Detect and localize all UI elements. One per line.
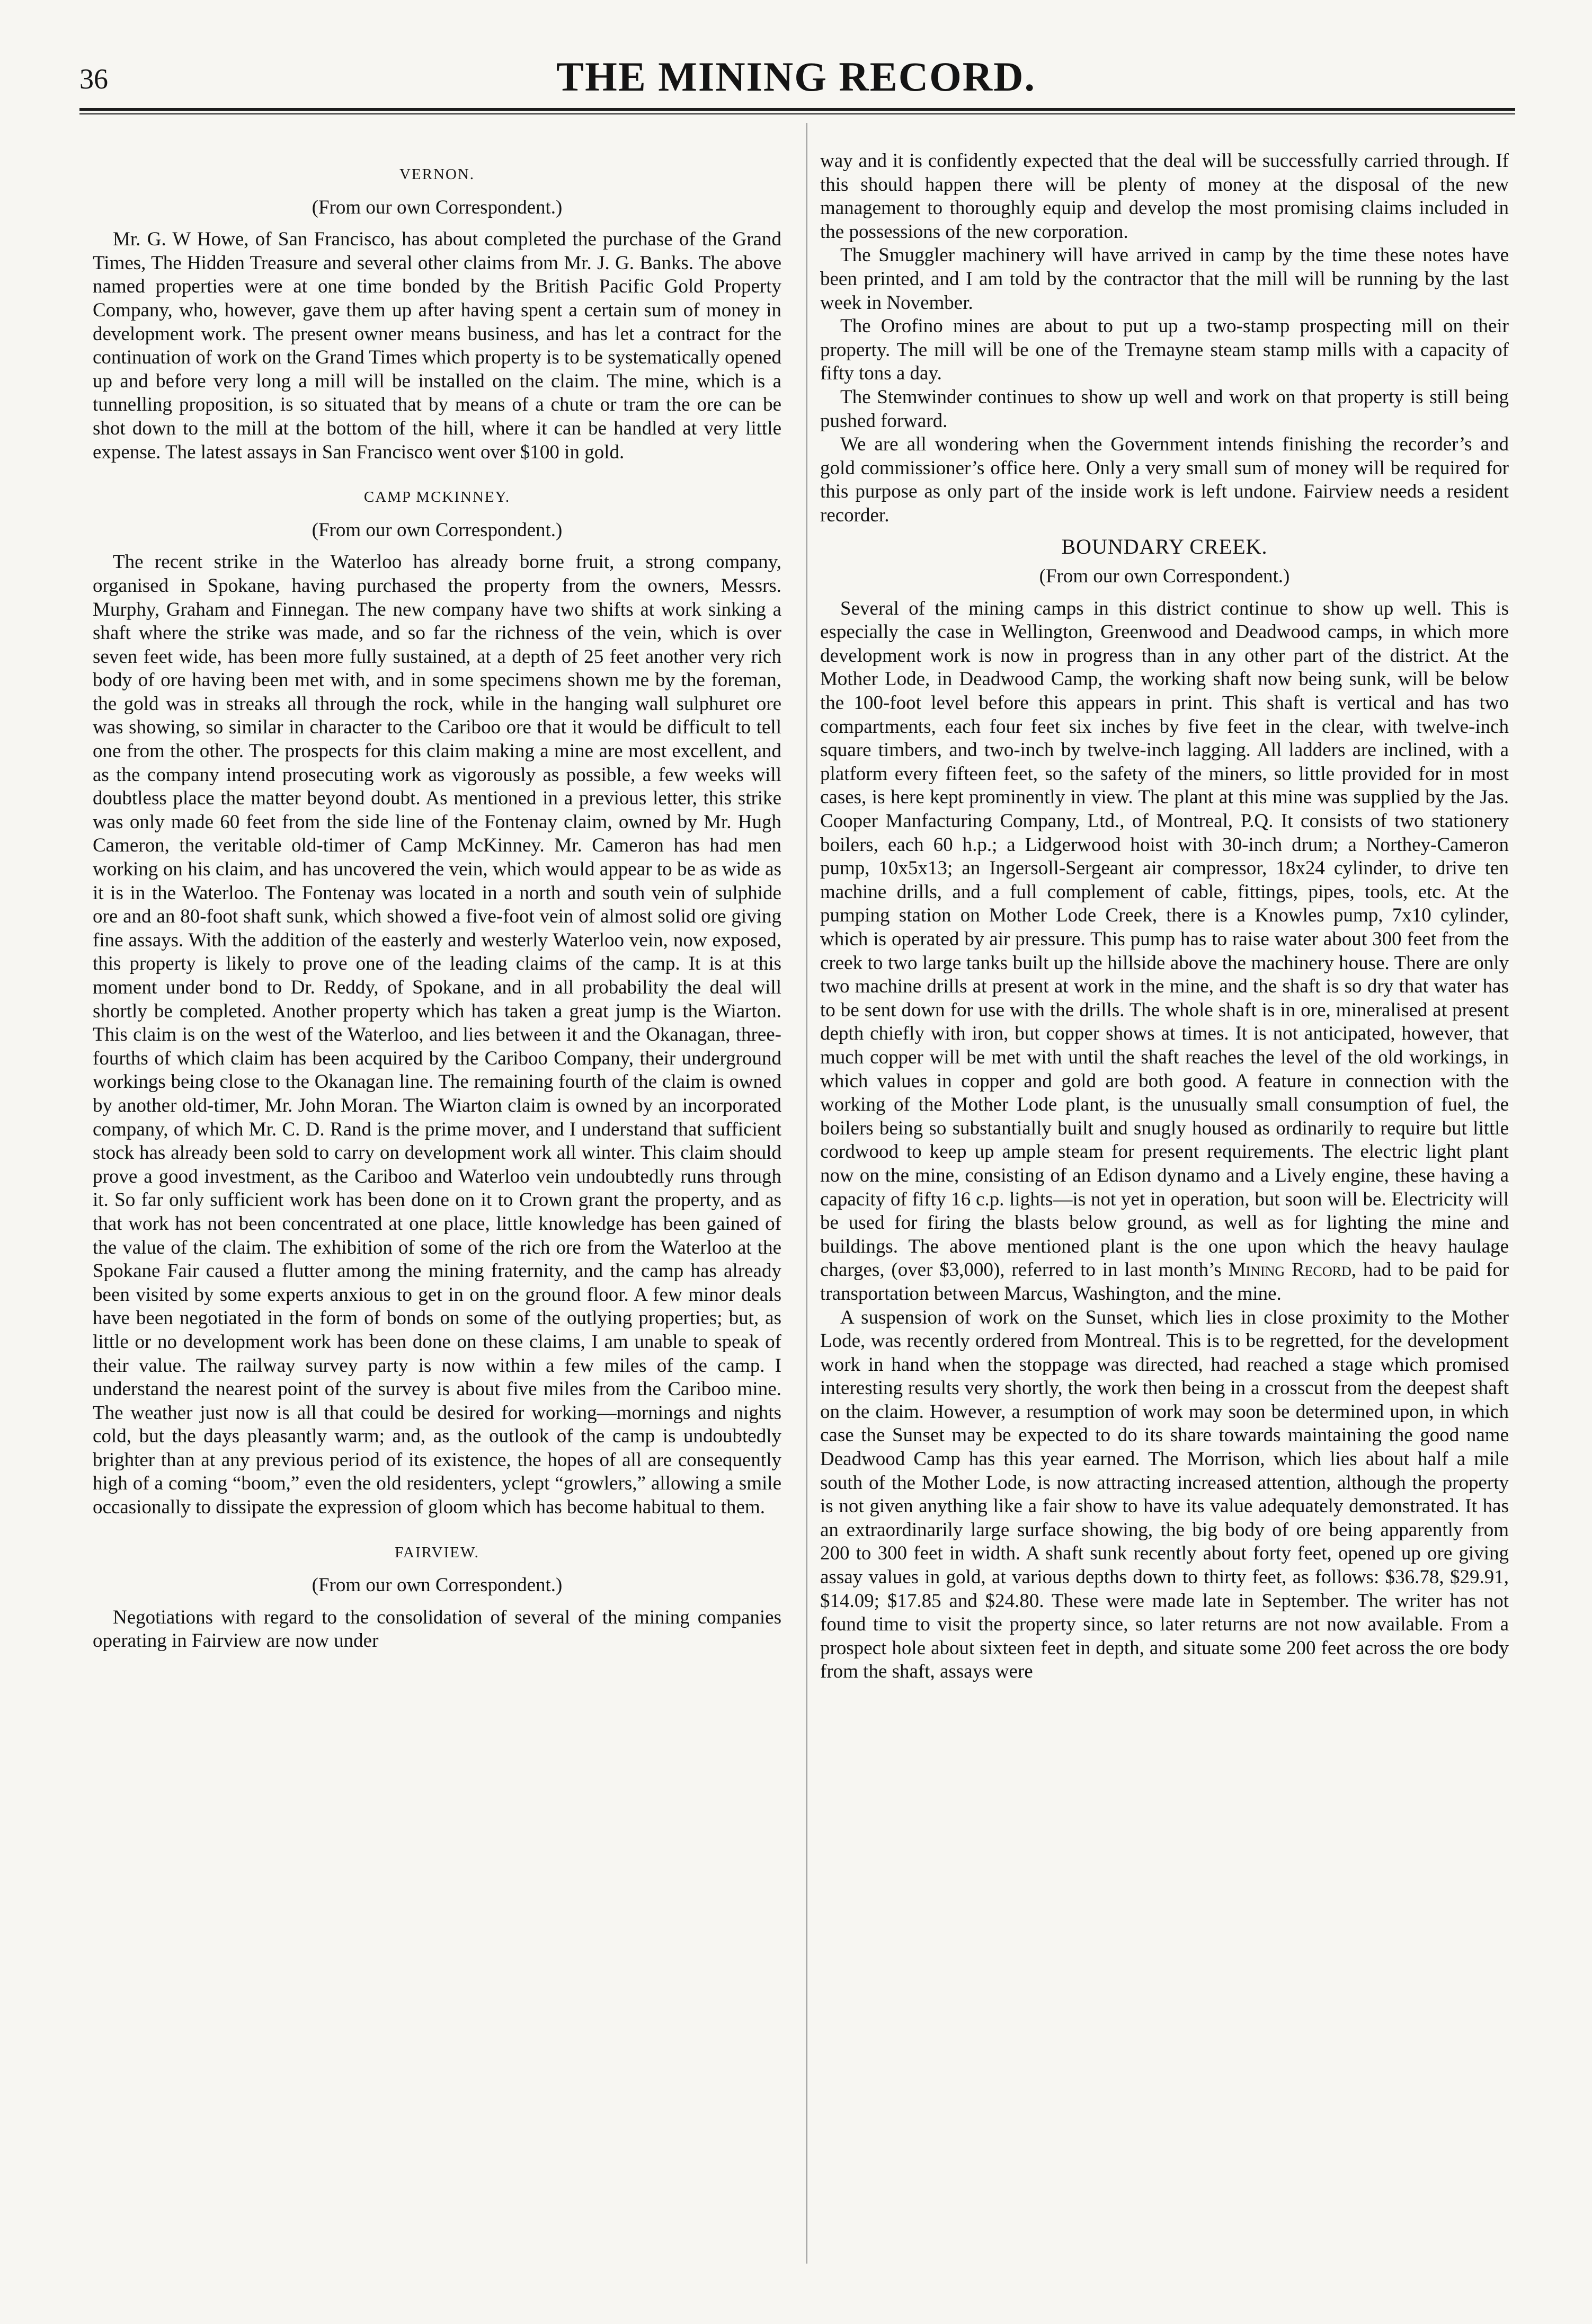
article-paragraph	[820, 597, 1509, 1306]
article-paragraph: way and it is confidently expected that the deal will be successfully carried through. If this should happen there will be plenty of money at the disposal of the new management to thoroughly equip and develop the most promising claims included in the possessions of the new corporation.	[820, 150, 1509, 243]
article-paragraph: The Smuggler machinery will have arrived in camp by the time these notes have been printed, and I am told by the contractor that the mill will be running by the last week in November.	[820, 244, 1509, 314]
article-paragraph: The Orofino mines are about to put up a two-stamp prospecting mill on their property. The mill will be one of the Tremayne steam stamp mills with a capacity of fifty tons a day.	[820, 315, 1509, 385]
section-heading-fairview: FAIRVIEW.	[395, 1544, 479, 1561]
byline-fairview: (From our own Correspondent.)	[312, 1574, 563, 1596]
running-title: THE MINING RECORD.	[556, 54, 1036, 100]
paragraph-text: , had to be paid for transportation between Marcus, Washington, and the mine.	[820, 1259, 1509, 1305]
article-paragraph: Mr. G. W Howe, of San Francisco, has about completed the purchase of the Grand Times, The Hidden Treasure and several other claims from Mr. J. G. Banks. The above named properties were at one time bonded by the British Pacific Gold Property Company, who, however, gave them up after having spent a certain sum of money in development work. The present owner means business, and has let a contract for the continuation of work on the Grand Times which property is to be systematically opened up and before very long a mill will be installed on the claim. The mine, which is a tunnelling proposition, is so situated that by means of a chute or tram the ore can be shot down to the mill at the bottom of the hill, where it can be handled at very little expense. The latest assays in San Francisco went over $100 in gold.	[93, 228, 781, 463]
article-paragraph: The recent strike in the Waterloo has already borne fruit, a strong company, organised in Spokane, having purchased the property from the owners, Messrs. Murphy, Graham and Finnegan. The new company have two shifts at work sinking a shaft where the strike was made, and so far the richness of the vein, which is over seven feet wide, has been more fully sustained, at a depth of 25 feet another very rich body of ore having been met with, and in some specimens shown me by the foreman, the gold was in streaks all through the rock, while in the hanging wall sulphuret ore was showing, so similar in character to the Cariboo ore that it would be difficult to tell one from the other. The prospects for this claim making a mine are most excellent, and as the company intend prosecuting work as vigorously as possible, a few weeks will doubtless place the matter beyond doubt. As mentioned in a previous letter, this strike was only made 60 feet from the side line of the Fontenay claim, owned by Mr. Hugh Cameron, the veritable old-timer of Camp McKinney. Mr. Cameron has had men working on his claim, and has uncovered the vein, which would appear to be as wide as it is in the Waterloo. The Fontenay was located in a north and south vein of sulphide ore and an 80-foot shaft sunk, which showed a five-foot vein of almost solid ore giving fine assays. With the addition of the easterly and westerly Waterloo vein, now exposed, this property is likely to prove one of the leading claims of the camp. It is at this moment under bond to Dr. Reddy, of Spokane, and in all probability the deal will shortly be completed. Another property which has taken a great jump is the Wiarton. This claim is on the west of the Waterloo, and lies between it and the Okanagan, three-fourths of which claim has been acquired by the Cariboo Company, their underground workings being close to the Okanagan line. The remaining fourth of the claim is owned by another old-timer, Mr. John Moran. The Wiarton claim is owned by an incorporated company, of which Mr. C. D. Rand is the prime mover, and I understand that sufficient stock has already been sold to carry on development work all winter. This claim should prove a good investment, as the Cariboo and Waterloo vein undoubtedly runs through it. So far only sufficient work has been done on it to Crown grant the property, and as that work has not been concentrated at one place, little knowledge has been gained of the value of the claim. The exhibition of some of the rich ore from the Waterloo at the Spokane Fair caused a flutter among the mining fraternity, and the camp has already been visited by some experts anxious to get in on the ground floor. A few minor deals have been negotiated in the form of bonds on some of the outlying properties; but, as little or no development work has been done on these claims, I am unable to speak of their value. The railway survey party is now within a few miles of the camp. I understand the nearest point of the survey is about five miles from the Cariboo mine. The weather just now is all that could be desired for working—mornings and nights cold, but the days pleasantly warm; and, as the outlook of the camp is undoubtedly brighter than at any previous period of its existence, the hopes of all are consequently high of a coming “boom,” even the old residenters, yclept “growlers,” allowing a smile occasionally to dissipate the expression of gloom which has become habitual to them.	[93, 551, 781, 1519]
column-divider	[806, 123, 807, 2264]
right-column	[820, 149, 1509, 1684]
byline-vernon: (From our own Correspondent.)	[312, 196, 563, 218]
article-paragraph: A suspension of work on the Sunset, which lies in close proximity to the Mother Lode, was recently ordered from Montreal. This is to be regretted, for the development work in hand when the stoppage was directed, had reached a stage which promised interesting results very shortly, the work then being in a crosscut from the deepest shaft on the claim. However, a resumption of work may soon be determined upon, in which case the Sunset may be expected to do its share towards maintaining the good name Deadwood Camp has this year earned. The Morrison, which lies about half a mile south of the Mother Lode, is now attracting increased attention, although the property is not given anything like a fair show to have its value adequately demonstrated. It has an extraordinarily large surface showing, the big body of ore being apparently from 200 to 300 feet in width. A shaft sunk recently about forty feet, opened up ore giving assay values in gold, at various depths down to thirty feet, as follows: $36.78, $29.91, $14.09; $17.85 and $24.80. These were made late in September. The writer has not found time to visit the property since, so later returns are not now available. From a prospect hole about sixteen feet in depth, and situate some 200 feet across the ore body from the shaft, assays were	[820, 1306, 1509, 1683]
article-paragraph: The Stemwinder continues to show up well and work on that property is still being pushed forward.	[820, 386, 1509, 432]
article-paragraph: Negotiations with regard to the consolidation of several of the mining companies operating in Fairview are now under	[93, 1606, 781, 1652]
section-heading-boundary-creek: BOUNDARY CREEK.	[1061, 534, 1268, 558]
header-rule-thick	[79, 108, 1515, 111]
page-number: 36	[79, 63, 108, 95]
left-column	[93, 151, 781, 1653]
byline-camp-mckinney: (From our own Correspondent.)	[312, 519, 563, 541]
section-heading-camp-mckinney: CAMP MCKINNEY.	[363, 489, 511, 506]
article-paragraph: We are all wondering when the Government intends finishing the recorder’s and gold commissioner’s office here. Only a very small sum of money will be required for this purpose as only part of the inside work is left undone. Fairview needs a resident recorder.	[820, 433, 1509, 526]
section-heading-vernon: VERNON.	[399, 166, 475, 183]
journal-title: Mining Record	[1228, 1259, 1351, 1281]
paragraph-text: Several of the mining camps in this district continue to show up well. This is especially the case in Wellington, Greenwood and Deadwood camps, in which more development work is now in progress than in any other part of the district. At the Mother Lode, in Deadwood Camp, the working shaft now being sunk, will be below the 100-foot level before this appears in print. This shaft is vertical and has two compartments, each four feet six inches by five feet in the clear, with twelve-inch square timbers, and two-inch by twelve-inch lagging. All ladders are inclined, with a platform every fifteen feet, so the safety of the miners, so little provided for in most cases, is here kept prominently in view. The plant at this mine was supplied by the Jas. Cooper Manfacturing Company, Ltd., of Montreal, P.Q. It consists of two stationery boilers, each 60 h.p.; a Lidgerwood hoist with 30-inch drum; a Northey-Cameron pump, 10x5x13; an Ingersoll-Sergeant air compressor, 18x24 cylinder, to drive ten machine drills, and a full complement of cable, fittings, pipes, tools, etc. At the pumping station on Mother Lode Creek, there is a Knowles pump, 7x10 cylinder, which is operated by air pressure. This pump has to raise water about 300 feet from the creek to two large tanks built up the hillside above the machinery house. There are only two machine drills at present at work in the mine, and the shaft is so dry that water has to be sent down for use with the drills. The whole shaft is in ore, mineralised at present depth chiefly with iron, but copper shows at times. It is not anticipated, however, that much copper will be met with until the shaft reaches the level of the old workings, in which values in copper and gold are both good. A feature in connection with the working of the Mother Lode plant, is the unusually small consumption of fuel, the boilers being so substantially built and snugly housed as ordinarily to require but little cordwood to keep up ample steam for present requirements. The electric light plant now on the mine, consisting of an Edison dynamo and a Lively engine, these having a capacity of fifty 16 c.p. lights—is not yet in operation, but soon will be. Electricity will be used for firing the blasts below ground, as well as for lighting the mine and buildings. The above mentioned plant is the one upon which the heavy haulage charges, (over $3,000), referred to in last month’s	[820, 597, 1509, 1281]
byline-boundary-creek: (From our own Correspondent.)	[1039, 565, 1290, 588]
header-rule-thin	[79, 113, 1515, 114]
